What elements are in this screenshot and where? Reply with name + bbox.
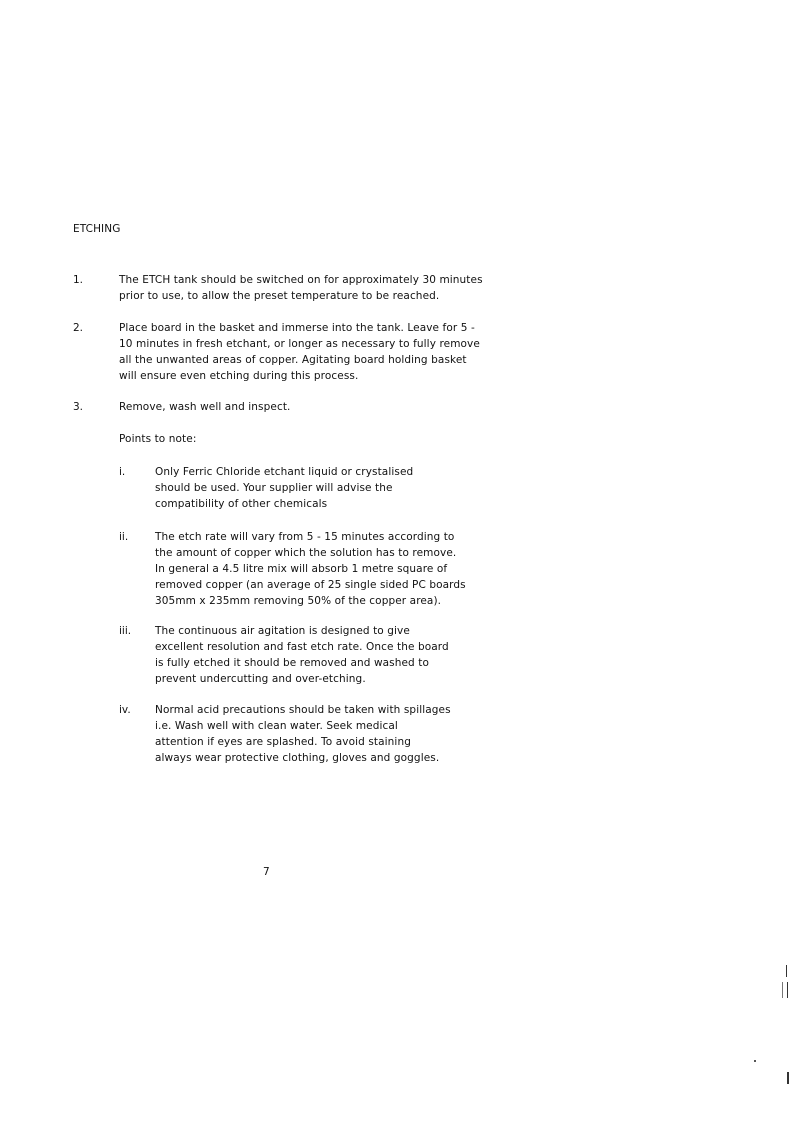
item-text-line: prior to use, to allow the preset temperature to be reached. <box>119 290 440 302</box>
scan-artifact-mark <box>754 1060 756 1062</box>
point-text-line: removed copper (an average of 25 single sided PC boards <box>155 579 466 591</box>
item-text-line: 10 minutes in fresh etchant, or longer as necessary to fully remove <box>119 338 480 350</box>
point-number: i. <box>119 466 126 478</box>
point-number: ii. <box>119 531 129 543</box>
scan-artifact-mark <box>786 965 787 977</box>
point-text-line: 305mm x 235mm removing 50% of the copper area). <box>155 595 442 607</box>
point-text-line: Normal acid precautions should be taken with spillages <box>155 704 451 716</box>
point-text-line: Only Ferric Chloride etchant liquid or crystalised <box>155 466 414 478</box>
item-number: 2. <box>73 322 84 334</box>
item-number: 3. <box>73 401 84 413</box>
scan-artifact-mark <box>787 1072 789 1084</box>
points-heading: Points to note: <box>119 433 197 445</box>
point-text-line: is fully etched it should be removed and washed to <box>155 657 430 669</box>
item-text-line: Place board in the basket and immerse into the tank. Leave for 5 - <box>119 322 475 334</box>
point-text-line: should be used. Your supplier will advise the <box>155 482 393 494</box>
scan-artifact-mark <box>787 982 788 998</box>
point-text-line: the amount of copper which the solution has to remove. <box>155 547 457 559</box>
item-text-line: will ensure even etching during this process. <box>119 370 359 382</box>
point-text-line: The etch rate will vary from 5 - 15 minutes according to <box>155 531 455 543</box>
page-number: 7 <box>263 866 270 878</box>
point-number: iii. <box>119 625 132 637</box>
point-text-line: In general a 4.5 litre mix will absorb 1 metre square of <box>155 563 448 575</box>
point-text-line: always wear protective clothing, gloves and goggles. <box>155 752 440 764</box>
point-text-line: excellent resolution and fast etch rate. Once the board <box>155 641 449 653</box>
point-text-line: The continuous air agitation is designed to give <box>155 625 410 637</box>
point-text-line: prevent undercutting and over-etching. <box>155 673 366 685</box>
point-number: iv. <box>119 704 131 716</box>
item-text-line: all the unwanted areas of copper. Agitating board holding basket <box>119 354 467 366</box>
item-text-line: Remove, wash well and inspect. <box>119 401 291 413</box>
point-text-line: i.e. Wash well with clean water. Seek medical <box>155 720 398 732</box>
item-number: 1. <box>73 274 84 286</box>
point-text-line: attention if eyes are splashed. To avoid staining <box>155 736 411 748</box>
scan-artifact-mark <box>782 982 783 998</box>
section-heading: ETCHING <box>73 223 121 235</box>
item-text-line: The ETCH tank should be switched on for approximately 30 minutes <box>119 274 483 286</box>
point-text-line: compatibility of other chemicals <box>155 498 328 510</box>
